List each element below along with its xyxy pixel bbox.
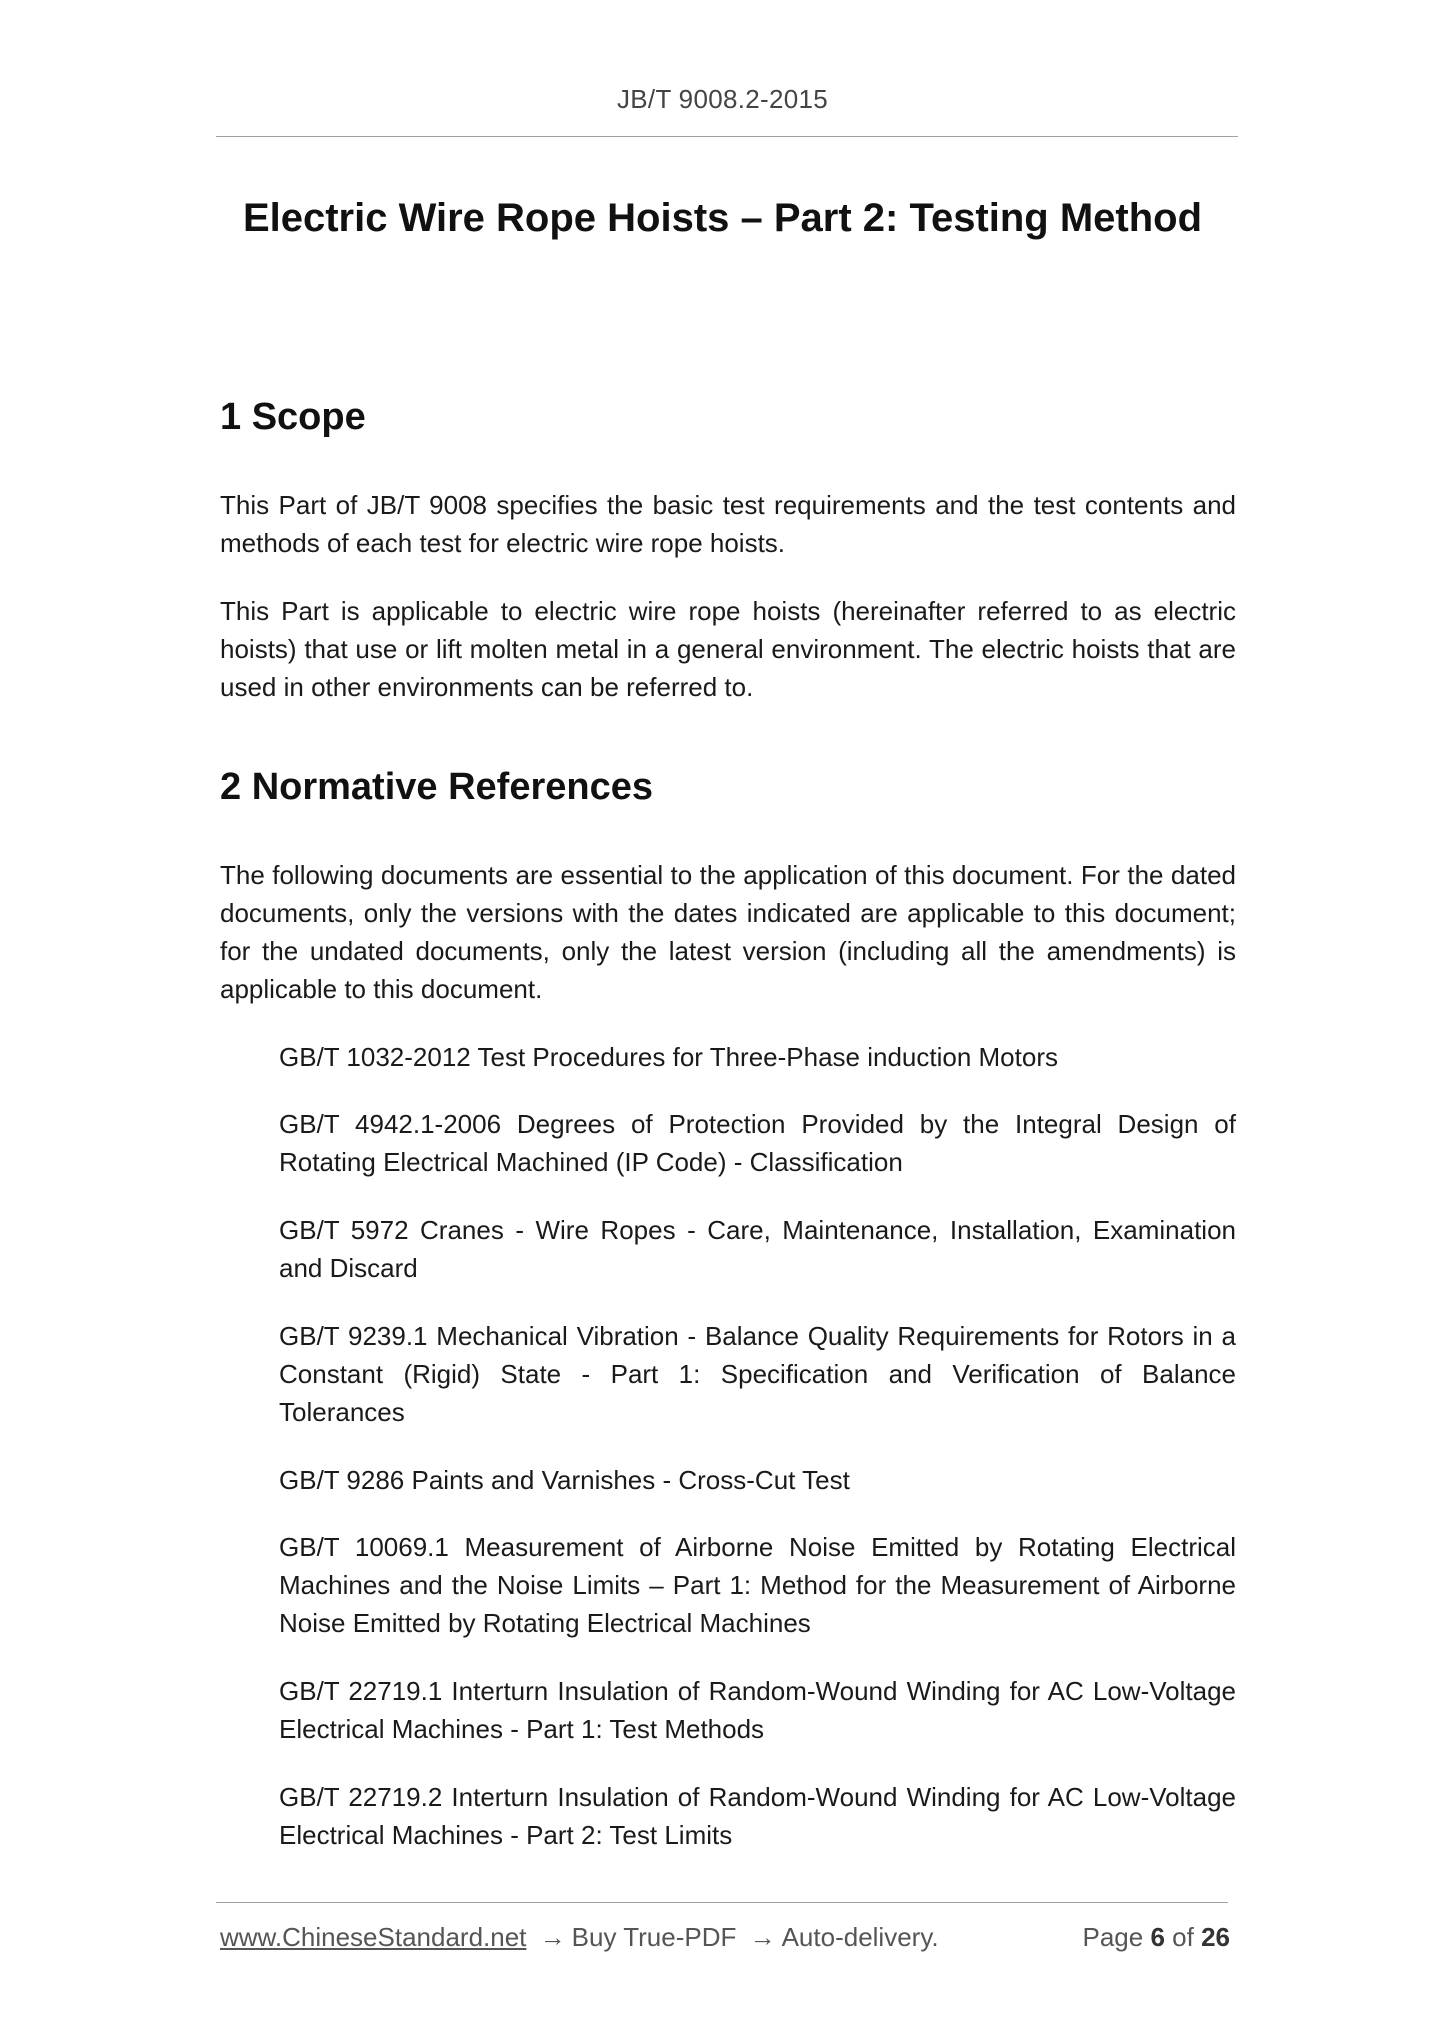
section-heading-scope: 1 Scope bbox=[220, 396, 366, 438]
running-header: JB/T 9008.2-2015 bbox=[616, 84, 829, 114]
arrow-right-icon: → bbox=[539, 1922, 566, 1952]
website-link[interactable]: www.ChineseStandard.net bbox=[220, 1922, 527, 1952]
footer-divider bbox=[216, 1902, 1228, 1903]
page-number bbox=[1082, 1922, 1230, 1953]
reference-item: GB/T 1032-2012 Test Procedures for Three-Phase induction Motors bbox=[279, 1042, 1058, 1072]
page-of: of bbox=[1172, 1922, 1194, 1952]
reference-item: GB/T 4942.1-2006 Degrees of Protection Provided by the Integral Design of Rotating Electrical Machined (IP Code) - Classification bbox=[279, 1109, 1236, 1177]
page-total: 26 bbox=[1201, 1922, 1230, 1952]
reference-item: GB/T 5972 Cranes - Wire Ropes - Care, Maintenance, Installation, Examination and Discard bbox=[279, 1215, 1236, 1283]
page-current: 6 bbox=[1150, 1922, 1165, 1952]
header-divider bbox=[216, 136, 1238, 137]
section-heading-normative-references: 2 Normative References bbox=[220, 766, 653, 808]
page-label: Page bbox=[1082, 1922, 1144, 1952]
references-intro-paragraph: The following documents are essential to the application of this document. For the dated documents, only the versions with the dates indicated are applicable to this document; for the undated documents, only the latest version (including all the amendments) is applicable to this document. bbox=[220, 860, 1236, 1004]
reference-item: GB/T 9286 Paints and Varnishes - Cross-Cut Test bbox=[279, 1465, 850, 1495]
footer-promo bbox=[220, 1922, 939, 1953]
document-title: Electric Wire Rope Hoists – Part 2: Testing Method bbox=[242, 196, 1203, 240]
reference-item: GB/T 9239.1 Mechanical Vibration - Balance Quality Requirements for Rotors in a Constant (Rigid) State - Part 1: Specification and Verification of Balance Tolerances bbox=[279, 1321, 1236, 1427]
reference-item: GB/T 22719.2 Interturn Insulation of Random-Wound Winding for AC Low-Voltage Electrical Machines - Part 2: Test Limits bbox=[279, 1782, 1236, 1850]
reference-item: GB/T 10069.1 Measurement of Airborne Noise Emitted by Rotating Electrical Machines and the Noise Limits – Part 1: Method for the Measurement of Airborne Noise Emitted by Rotating Electrical Machines bbox=[279, 1532, 1236, 1638]
page-footer bbox=[220, 1922, 1230, 1953]
buy-text: Buy True-PDF bbox=[571, 1922, 737, 1952]
reference-item: GB/T 22719.1 Interturn Insulation of Random-Wound Winding for AC Low-Voltage Electrical Machines - Part 1: Test Methods bbox=[279, 1676, 1236, 1744]
arrow-right-icon: → bbox=[749, 1922, 776, 1952]
scope-paragraph: This Part is applicable to electric wire rope hoists (hereinafter referred to as electric hoists) that use or lift molten metal in a general environment. The electric hoists that are used in other environments can be referred to. bbox=[220, 596, 1236, 702]
delivery-text: Auto-delivery. bbox=[781, 1922, 939, 1952]
scope-paragraph: This Part of JB/T 9008 specifies the basic test requirements and the test contents and methods of each test for electric wire rope hoists. bbox=[220, 490, 1236, 558]
